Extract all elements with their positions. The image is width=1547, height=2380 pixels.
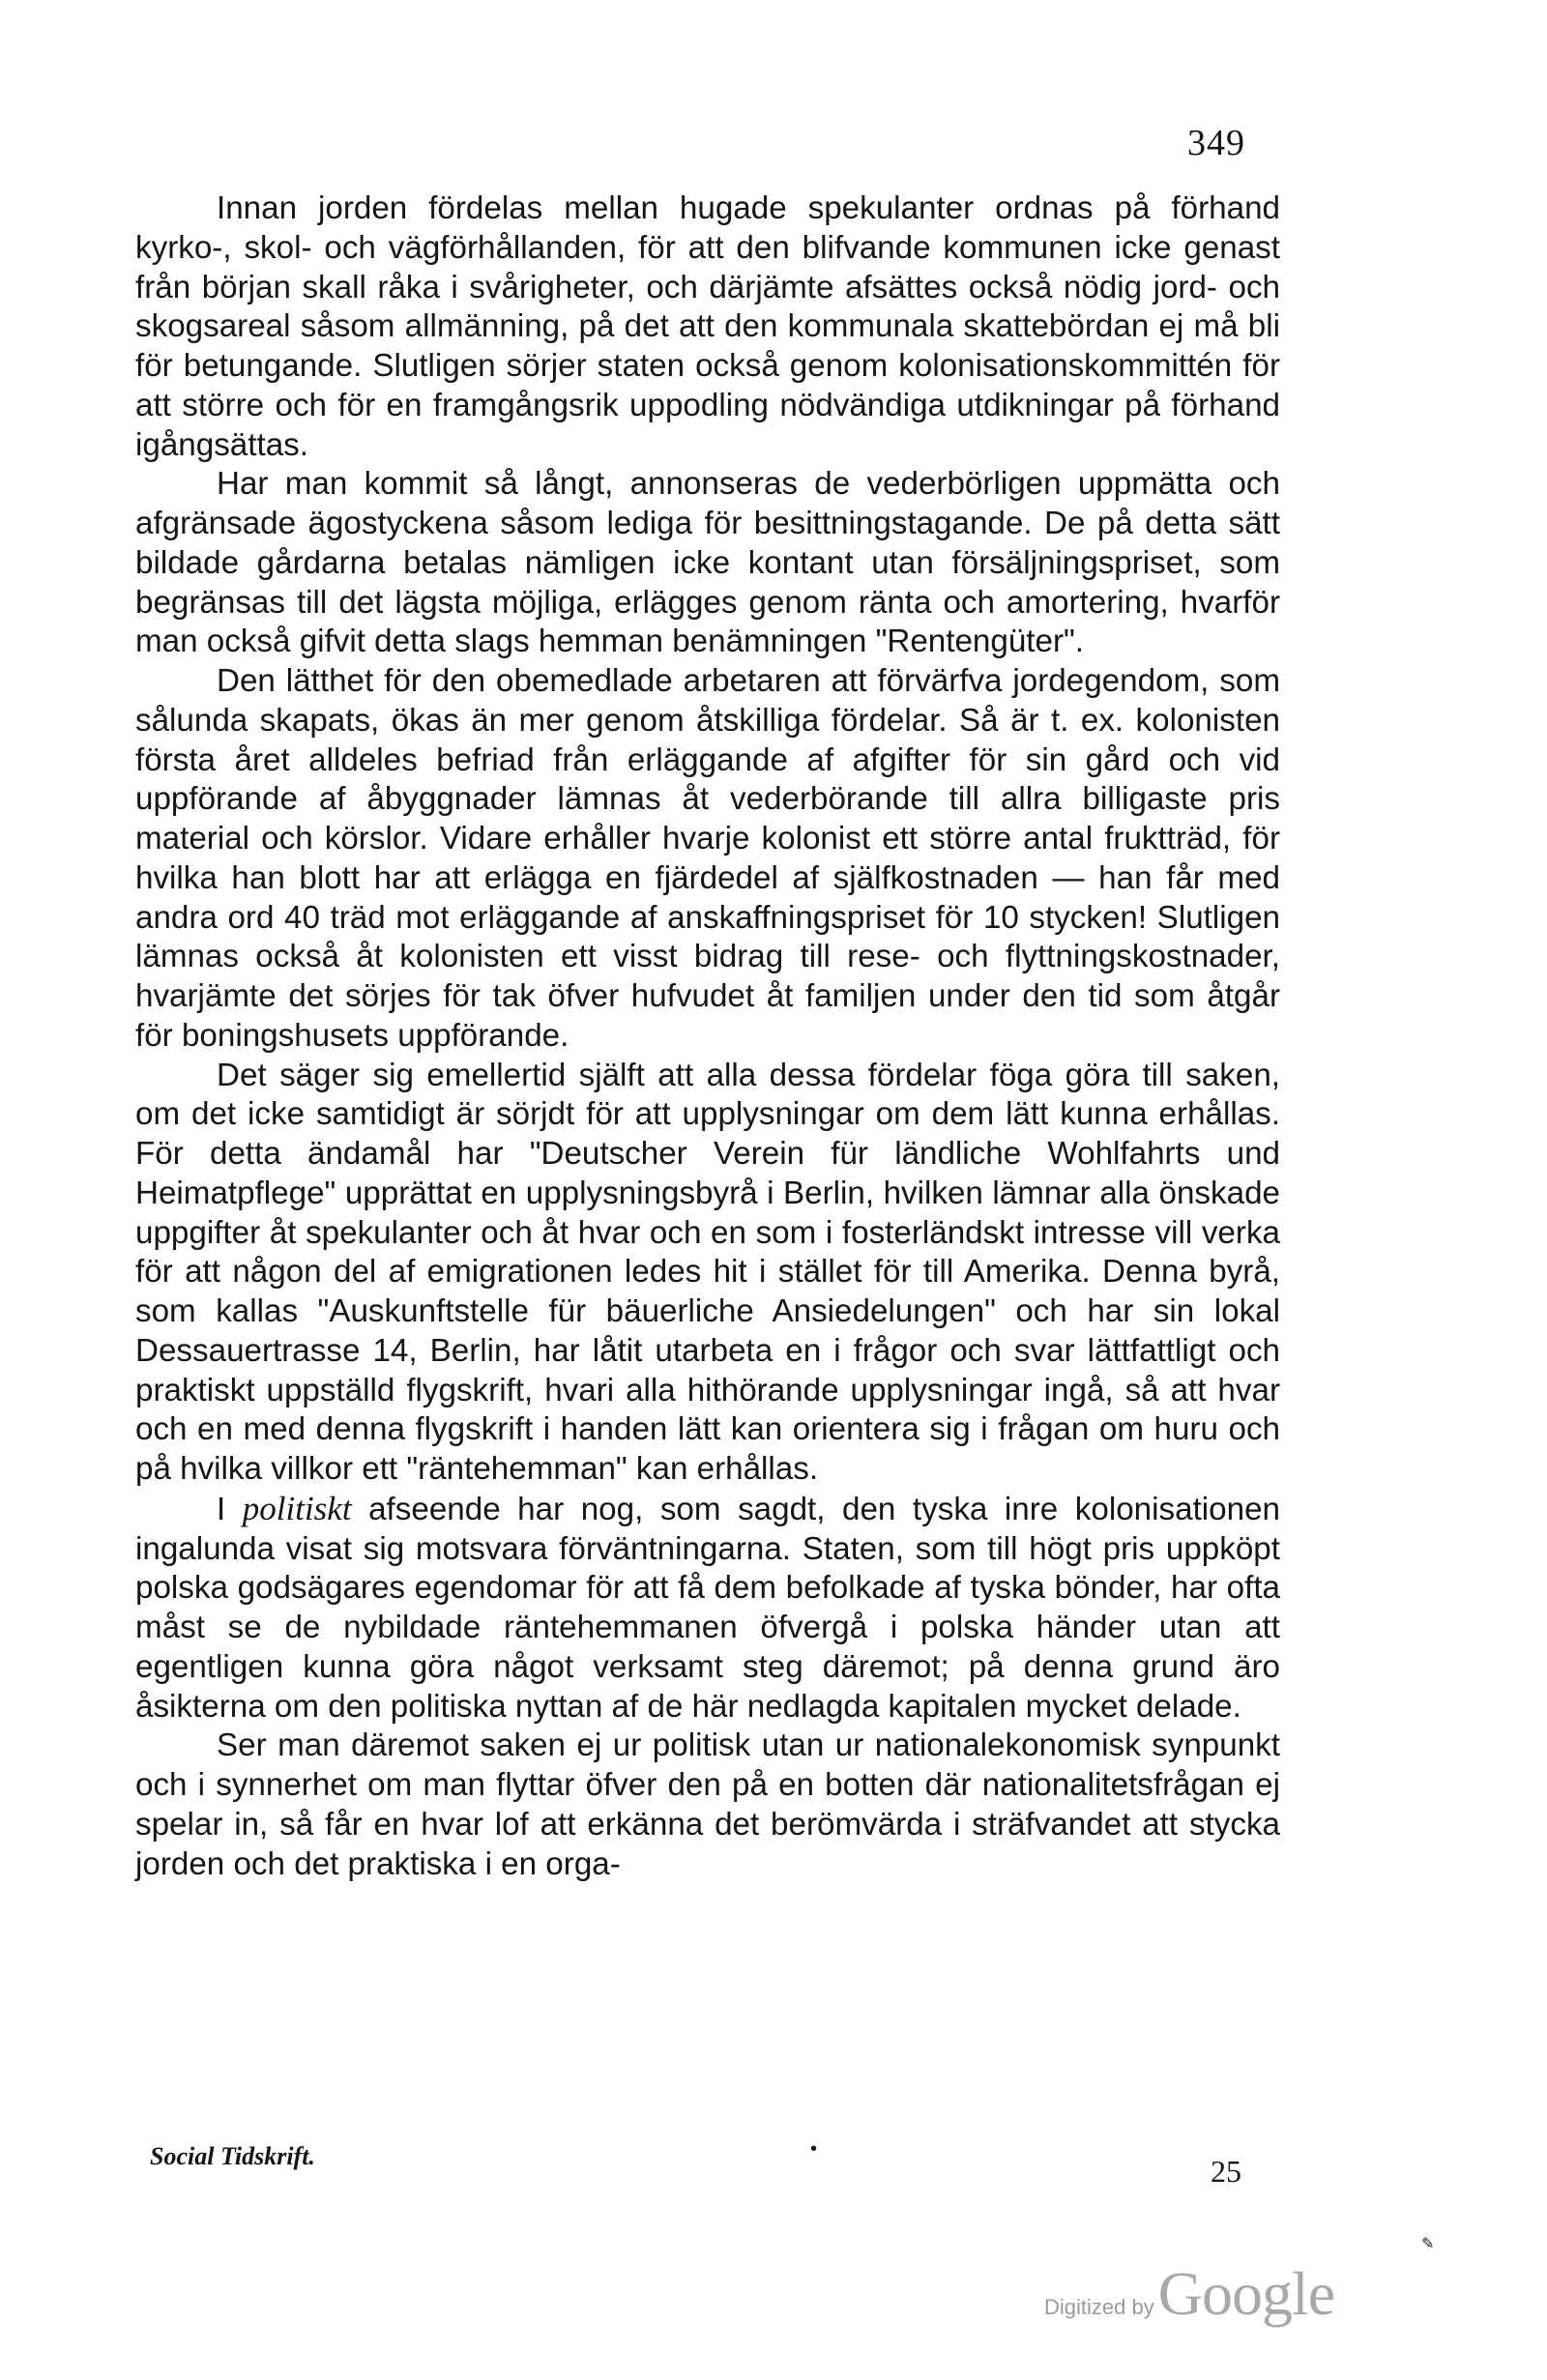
- page-number: 349: [1187, 123, 1245, 163]
- journal-footer: Social Tidskrift.: [150, 2142, 315, 2170]
- digitized-watermark: [1044, 2258, 1334, 2330]
- body-text: [135, 189, 1280, 1884]
- emphasis-politiskt: politiskt: [242, 1489, 352, 1527]
- google-logo: Google: [1157, 2259, 1335, 2328]
- signature-mark: 25: [1211, 2154, 1241, 2189]
- paragraph-3: Den lätthet för den obemedlade arbetaren att förvärfva jordegendom, som sålunda skapats, ökas än mer genom åtskilliga fördelar. Så är t. ex. kolonisten första året alldeles befriad från erläggande af afgifter för sin gård och vid uppförande af åbyggnader lämnas åt vederbörande till allra billigaste pris material och körslor. Vidare erhåller hvarje kolonist ett större antal fruktträd, för hvilka han blott har att erlägga en fjärdedel af själfkostnaden — han får med andra ord 40 träd mot erläggande af anskaffningspriset för 10 stycken! Slutligen lämnas också åt kolonisten ett visst bidrag till rese- och flyttningskostnader, hvarjämte det sörjes för tak öfver hufvudet åt familjen under den tid som åtgår för boningshusets uppförande.: [135, 663, 1280, 1054]
- paragraph-4: Det säger sig emellertid själft att alla dessa fördelar föga göra till saken, om det icke samtidigt är sörjdt för att upplysningar om dem lätt kunna erhållas. För detta ändamål har "Deutscher Verein für ländliche Wohlfahrts und Heimatpflege" upprättat en upplysningsbyrå i Berlin, hvilken lämnar alla önskade uppgifter åt spekulanter och åt hvar och en som i fosterländskt intresse vill verka för att någon del af emigrationen ledes hit i stället för till Amerika. Denna byrå, som kallas "Auskunftstelle für bäuerliche Ansiedelungen" och har sin lokal Dessauertrasse 14, Berlin, har låtit utarbeta en i frågor och svar lättfattligt och praktiskt uppställd flygskrift, hvari alla hithörande upplysningar ingå, så att hvar och en med denna flygskrift i handen lätt kan orientera sig i frågan om huru och på hvilka villkor ett "räntehemman" kan erhållas.: [135, 1057, 1280, 1487]
- paragraph-2: Har man kommit så långt, annonseras de vederbörligen uppmätta och afgränsade ägostyckena såsom lediga för besittningstagande. De på detta sätt bildade gårdarna betalas nämligen icke kontant utan försäljningspriset, som begränsas till det lägsta möjliga, erlägges genom ränta och amortering, hvarför man också gifvit detta slags hemman benämningen "Rentengüter".: [135, 466, 1280, 660]
- footer-dot: •: [810, 2138, 818, 2160]
- paragraph-6: Ser man däremot saken ej ur politisk utan ur nationalekonomisk synpunkt och i synnerhet om man flyttar öfver den på en botten där nationalitetsfrågan ej spelar in, så får en hvar lof att erkänna det berömvärda i sträfvandet att stycka jorden och det praktiska i en orga-: [135, 1727, 1280, 1882]
- corner-mark-icon: ✎: [1421, 2236, 1435, 2252]
- paragraph-5-rest: afseende har nog, som sagdt, den tyska inre kolonisationen ingalunda visat sig motsvara förväntningarna. Staten, som till högt pris uppköpt polska godsägares egendomar för att få dem befolkade af tyska bönder, har ofta måst se de nybildade räntehemmanen öfvergå i polska händer utan att egentligen kunna göra något verksamt steg däremot; på denna grund äro åsikterna om den politiska nyttan af de här nedlagda kapitalen mycket delade.: [135, 1491, 1280, 1725]
- paragraph-5-start: I: [217, 1491, 243, 1527]
- digitized-by-label: Digitized by: [1044, 2295, 1154, 2319]
- paragraph-1: Innan jorden fördelas mellan hugade spekulanter ordnas på förhand kyrko-, skol- och vägförhållanden, för att den blifvande kommunen icke genast från början skall råka i svårigheter, och därjämte afsättes också nödig jord- och skogsareal såsom allmänning, på det att den kommunala skattebördan ej må bli för betungande. Slutligen sörjer staten också genom kolonisationskommittén för att större och för en framgångsrik uppodling nödvändiga utdikningar på förhand igångsättas.: [135, 190, 1280, 463]
- paragraph-5: [135, 1490, 1280, 1727]
